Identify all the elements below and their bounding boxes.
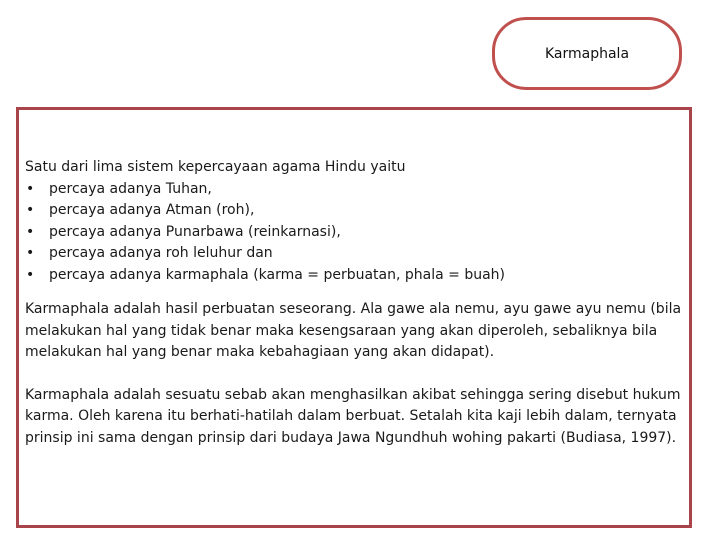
bullet-icon: • (26, 202, 35, 218)
list-item (25, 200, 685, 222)
list-item-text: percaya adanya Tuhan, (49, 180, 212, 197)
slide-title-text: Karmaphala (544, 45, 630, 62)
bullet-icon: • (26, 223, 35, 240)
list-item-text: percaya adanya roh leluhur dan (49, 245, 273, 261)
list-item (25, 179, 685, 201)
list-item (25, 243, 685, 265)
bullet-icon: • (26, 245, 35, 261)
beliefs-list (25, 179, 685, 287)
list-item-text: percaya adanya Atman (roh), (49, 202, 255, 218)
bullet-icon: • (26, 180, 35, 197)
bullet-icon: • (26, 266, 35, 283)
list-item-text: percaya adanya karmaphala (karma = perbuatan, phala = buah) (49, 266, 506, 283)
paragraph-definition: Karmaphala adalah hasil perbuatan seseorang. Ala gawe ala nemu, ayu gawe ayu nemu (bila melakukan hal yang tidak benar maka kesengsaraan yang akan diperoleh, sebaliknya bila melakukan hal yang benar maka kebahagiaan yang akan didapat). (25, 301, 682, 360)
paragraph-karma-law: Karmaphala adalah sesuatu sebab akan menghasilkan akibat sehingga sering disebut hukum karma. Oleh karena itu berhati-hatilah dalam berbuat. Setalah kita kaji lebih dalam, ternyata prinsip ini sama dengan prinsip dari budaya Jawa Ngundhuh wohing pakarti (Budiasa, 1997). (25, 386, 681, 446)
list-item-text: percaya adanya Punarbawa (reinkarnasi), (49, 223, 341, 240)
intro-text: Satu dari lima sistem kepercayaan agama Hindu yaitu (25, 159, 406, 175)
content-text-area (25, 157, 685, 449)
list-item (25, 265, 685, 287)
list-item (25, 222, 685, 244)
slide-title (492, 17, 682, 90)
